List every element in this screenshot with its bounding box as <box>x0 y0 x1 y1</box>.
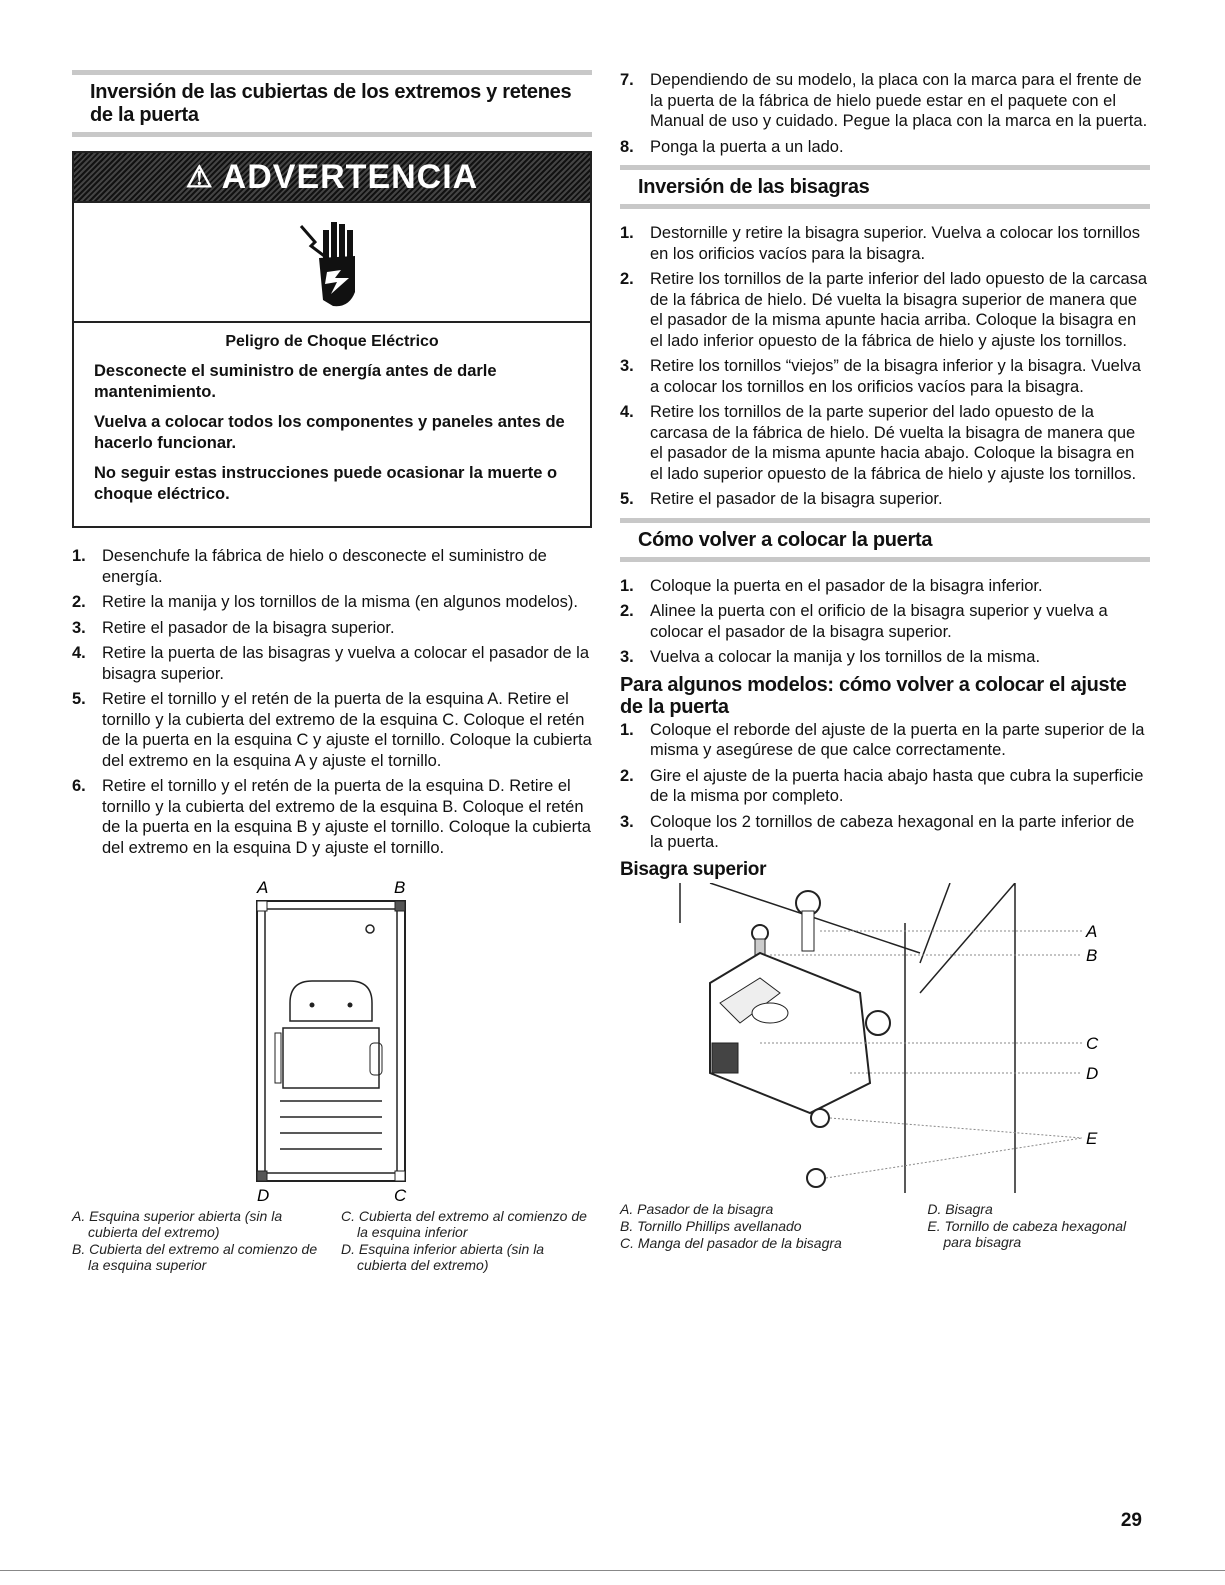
corner-label-d: D <box>257 1186 270 1205</box>
list-item: 5. Retire el tornillo y el retén de la puerta de la esquina A. Retire el tornillo y la cubierta del extremo de la esquina C. Coloque el retén de la puerta en la esquina C y ajuste el tornillo. Coloque la cubierta del extremo en la esquina A y ajuste el tornillo. <box>72 690 592 770</box>
warning-banner-text: ADVERTENCIA <box>221 157 479 196</box>
list-item: 2. Gire el ajuste de la puerta hacia abajo hasta que cubra la superficie de la misma por completo. <box>620 766 1144 805</box>
caption: A. Pasador de la bisagra <box>620 1200 774 1217</box>
list-item: 1. Destornille y retire la bisagra superior. Vuelva a colocar los tornillos en los orificios vacíos para la bisagra. <box>620 224 1141 263</box>
step-list-continued <box>620 70 1150 157</box>
corner-label-a: A <box>257 878 269 897</box>
left-column <box>72 70 592 1274</box>
list-item: 2. Alinee la puerta con el orificio de la bisagra superior y vuelva a colocar el pasador de la bisagra superior. <box>620 602 1108 641</box>
page-number: 29 <box>1120 1510 1142 1531</box>
caption: E. Tornillo de cabeza hexagonal para bisagra <box>927 1217 1127 1250</box>
list-item: 2. Retire la manija y los tornillos de la misma (en algunos modelos). <box>72 593 578 611</box>
bottom-rule <box>0 1570 1225 1571</box>
list-item: 3. Coloque los 2 tornillos de cabeza hexagonal en la parte inferior de la puerta. <box>620 812 1135 851</box>
caption: C. Cubierta del extremo al comienzo de la esquina inferior <box>341 1208 587 1240</box>
section-header <box>620 165 1150 209</box>
hinge-label-a: A <box>1086 921 1098 941</box>
list-item: 1. Desenchufe la fábrica de hielo o desconecte el suministro de energía. <box>72 547 547 586</box>
list-item: 5. Retire el pasador de la bisagra superior. <box>620 490 943 508</box>
door-section-title: Cómo volver a colocar la puerta <box>638 528 933 551</box>
list-item: 4. Retire la puerta de las bisagras y vuelva a colocar el pasador de la bisagra superior. <box>72 644 590 683</box>
hinge-label-c: C <box>1086 1033 1099 1053</box>
list-item: 8. Ponga la puerta a un lado. <box>620 137 844 156</box>
corner-label-c: C <box>394 1186 407 1205</box>
warning-line: Vuelva a colocar todos los componentes y paneles antes de hacerlo funcionar. <box>94 413 565 452</box>
list-item: 6. Retire el tornillo y el retén de la puerta de la esquina D. Retire el tornillo y la cubierta del extremo de la esquina B. Coloque el retén de la puerta en la esquina B y ajuste el tornillo. Coloque la cubierta del extremo en la esquina D y ajuste el tornillo. <box>72 777 591 857</box>
figure-captions <box>72 1208 592 1274</box>
warning-triangle-icon: ⚠ <box>185 160 214 194</box>
warning-box <box>72 151 592 528</box>
list-item: 4. Retire los tornillos de la parte superior del lado opuesto de la carcasa de la fábrica de hielo. Dé vuelta la bisagra de manera que el pasador de la misma apunte hacia abajo. Coloque la bisagra en el lado superior opuesto de la fábrica de hielo y ajuste los tornillos. <box>620 403 1137 483</box>
hinge-label-d: D <box>1086 1063 1099 1083</box>
list-item: 7. Dependiendo de su modelo, la placa con la marca para el frente de la puerta de la fábrica de hielo puede estar en el paquete con el Manual de uso y cuidado. Pegue la placa con la marca en la puerta. <box>620 71 1148 130</box>
section-header <box>72 70 592 137</box>
warning-line: No seguir estas instrucciones puede ocasionar la muerte o choque eléctrico. <box>94 464 558 503</box>
hinge-diagram <box>620 883 1150 1201</box>
list-item: 1. Coloque la puerta en el pasador de la bisagra inferior. <box>620 576 1043 595</box>
caption: D. Esquina inferior abierta (sin la cubierta del extremo) <box>341 1241 545 1273</box>
section-title: Inversión de las cubiertas de los extremos y retenes de la puerta <box>90 81 572 126</box>
right-column <box>620 70 1150 1252</box>
caption: B. Tornillo Phillips avellanado <box>620 1217 802 1234</box>
list-item: 1. Coloque el reborde del ajuste de la puerta en la parte superior de la misma y asegúrese de que calce correctamente. <box>620 720 1145 759</box>
electric-shock-hand-icon <box>74 203 590 323</box>
caption: B. Cubierta del extremo al comienzo de la esquina superior <box>72 1241 318 1273</box>
hinge-label-b: B <box>1086 945 1098 965</box>
trim-section-title: Para algunos modelos: cómo volver a colocar el ajuste de la puerta <box>620 673 1127 718</box>
hinge-figure <box>620 883 1150 1201</box>
warning-line: Desconecte el suministro de energía antes de darle mantenimiento. <box>94 362 497 401</box>
warning-banner <box>74 153 590 203</box>
step-list <box>72 546 592 858</box>
list-item: 3. Retire los tornillos “viejos” de la bisagra inferior y la bisagra. Vuelva a colocar los tornillos en los orificios vacíos para la bisagra. <box>620 357 1141 396</box>
figure-captions <box>620 1201 1150 1252</box>
hinge-step-list <box>620 223 1150 510</box>
hinge-label-e: E <box>1086 1128 1098 1148</box>
hazard-title: Peligro de Choque Eléctrico <box>225 333 439 350</box>
door-step-list <box>620 576 1150 668</box>
caption: A. Esquina superior abierta (sin la cubierta del extremo) <box>72 1208 283 1240</box>
section-header <box>620 518 1150 562</box>
caption: D. Bisagra <box>927 1200 993 1217</box>
trim-step-list <box>620 720 1150 853</box>
hinge-section-title: Inversión de las bisagras <box>638 176 870 198</box>
caption: C. Manga del pasador de la bisagra <box>620 1234 842 1251</box>
list-item: 2. Retire los tornillos de la parte inferior del lado opuesto de la carcasa de la fábrica de hielo. Dé vuelta la bisagra superior de manera que el pasador de la misma apunte hacia arriba. Coloque la bisagra en el lado inferior opuesto de la fábrica de hielo y ajuste los tornillos. <box>620 270 1148 350</box>
figure-title: Bisagra superior <box>620 858 767 880</box>
door-diagram <box>72 863 592 1208</box>
corner-label-b: B <box>394 878 406 897</box>
door-figure <box>72 863 592 1208</box>
list-item: 3. Retire el pasador de la bisagra superior. <box>72 618 395 637</box>
list-item: 3. Vuelva a colocar la manija y los tornillos de la misma. <box>620 648 1041 666</box>
